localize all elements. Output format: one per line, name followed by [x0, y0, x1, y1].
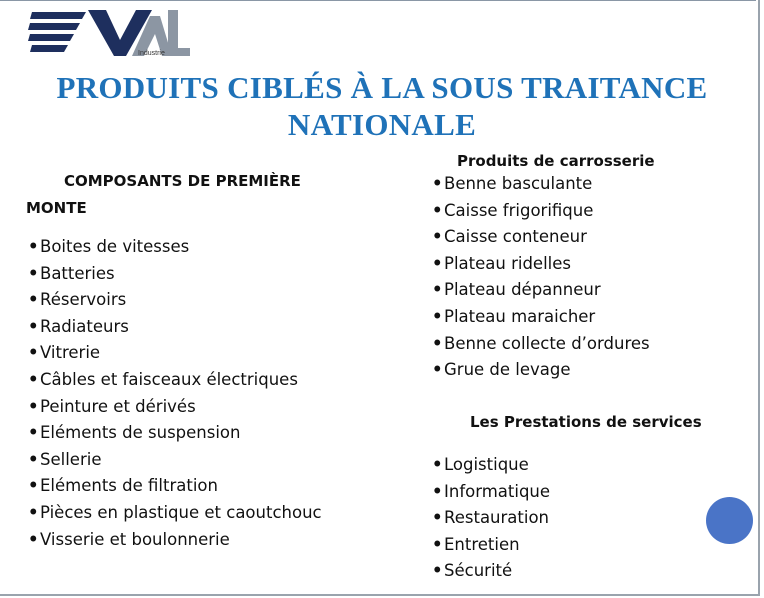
bullet-icon: •: [432, 481, 443, 501]
bullet-icon: •: [432, 280, 443, 300]
company-logo: [28, 6, 190, 64]
bullet-icon: •: [28, 502, 39, 522]
services-heading: Les Prestations de services: [470, 413, 702, 431]
list-item-label: Boites de vitesses: [40, 237, 190, 256]
list-item: [432, 277, 650, 304]
list-item: [432, 505, 550, 532]
list-item-label: Caisse frigorifique: [444, 200, 594, 220]
list-item-label: Radiateurs: [40, 316, 129, 336]
list-item: [432, 357, 650, 384]
list-item: [432, 198, 650, 225]
list-item-label: Sellerie: [40, 449, 102, 469]
list-item-label: Peinture et dérivés: [40, 396, 196, 416]
list-item-label: Benne collecte d’ordures: [444, 333, 650, 353]
list-item-label: Vitrerie: [40, 343, 101, 363]
bullet-icon: •: [28, 343, 39, 363]
bullet-icon: •: [432, 360, 443, 380]
list-item: [432, 532, 550, 559]
services-list: [432, 452, 550, 585]
list-item: [432, 251, 650, 278]
page-title-line-2: NATIONALE: [287, 107, 477, 142]
list-item: [28, 420, 322, 447]
list-item: [28, 473, 322, 500]
components-list: [28, 234, 322, 553]
bullet-icon: •: [28, 263, 39, 283]
list-item-label: Informatique: [444, 481, 551, 501]
left-heading-line-2: MONTE: [26, 199, 87, 217]
list-item: [28, 261, 322, 288]
bullet-icon: •: [28, 476, 39, 496]
list-item-label: Grue de levage: [444, 360, 571, 380]
list-item: [28, 314, 322, 341]
bullet-icon: •: [28, 316, 39, 336]
bullet-icon: •: [432, 253, 443, 273]
carrosserie-list: [432, 171, 650, 384]
list-item-label: Logistique: [444, 455, 529, 474]
bullet-icon: •: [432, 333, 443, 353]
logo-subtitle: Industrie: [138, 50, 165, 57]
list-item-label: Eléments de suspension: [40, 423, 241, 443]
list-item: [28, 447, 322, 474]
list-item-label: Plateau maraicher: [444, 306, 596, 326]
list-item: [28, 527, 322, 554]
list-item: [432, 171, 650, 198]
bullet-icon: •: [432, 508, 443, 528]
bullet-icon: •: [28, 529, 39, 549]
list-item: [432, 558, 550, 585]
list-item-label: Batteries: [40, 263, 115, 283]
bullet-icon: •: [432, 200, 443, 220]
list-item-label: Plateau dépanneur: [444, 280, 601, 300]
list-item-label: Sécurité: [444, 561, 513, 581]
list-item: [432, 224, 650, 251]
left-heading-line-1: COMPOSANTS DE PREMIÈRE: [64, 172, 301, 190]
slide-top-edge: [0, 0, 756, 1]
list-item-label: Pièces en plastique et caoutchouc: [40, 502, 322, 522]
list-item-label: Restauration: [444, 508, 550, 528]
decorative-circle: [706, 497, 753, 544]
list-item: [28, 340, 322, 367]
page-title-line-1: PRODUITS CIBLÉS À LA SOUS TRAITANCE: [56, 70, 708, 105]
list-item: [28, 500, 322, 527]
bullet-icon: •: [432, 227, 443, 247]
list-item-label: Plateau ridelles: [444, 253, 571, 273]
bullet-icon: •: [432, 174, 443, 193]
list-item: [432, 479, 550, 506]
list-item-label: Caisse conteneur: [444, 227, 587, 247]
bullet-icon: •: [28, 237, 39, 256]
list-item-label: Eléments de filtration: [40, 476, 218, 496]
bullet-icon: •: [28, 290, 39, 310]
list-item: [432, 304, 650, 331]
list-item-label: Visserie et boulonnerie: [40, 529, 230, 549]
carrosserie-heading: Produits de carrosserie: [457, 152, 655, 170]
list-item-label: Câbles et faisceaux électriques: [40, 369, 298, 389]
list-item: [432, 331, 650, 358]
list-item: [432, 452, 550, 479]
bullet-icon: •: [28, 449, 39, 469]
bullet-icon: •: [432, 306, 443, 326]
bullet-icon: •: [28, 369, 39, 389]
list-item-label: Réservoirs: [40, 290, 127, 310]
bullet-icon: •: [28, 396, 39, 416]
list-item: [28, 287, 322, 314]
list-item: [28, 367, 322, 394]
list-item-label: Entretien: [444, 534, 520, 554]
list-item: [28, 234, 322, 261]
list-item: [28, 394, 322, 421]
bullet-icon: •: [432, 561, 443, 581]
bullet-icon: •: [432, 534, 443, 554]
list-item-label: Benne basculante: [444, 174, 593, 193]
bullet-icon: •: [432, 455, 443, 474]
bullet-icon: •: [28, 423, 39, 443]
